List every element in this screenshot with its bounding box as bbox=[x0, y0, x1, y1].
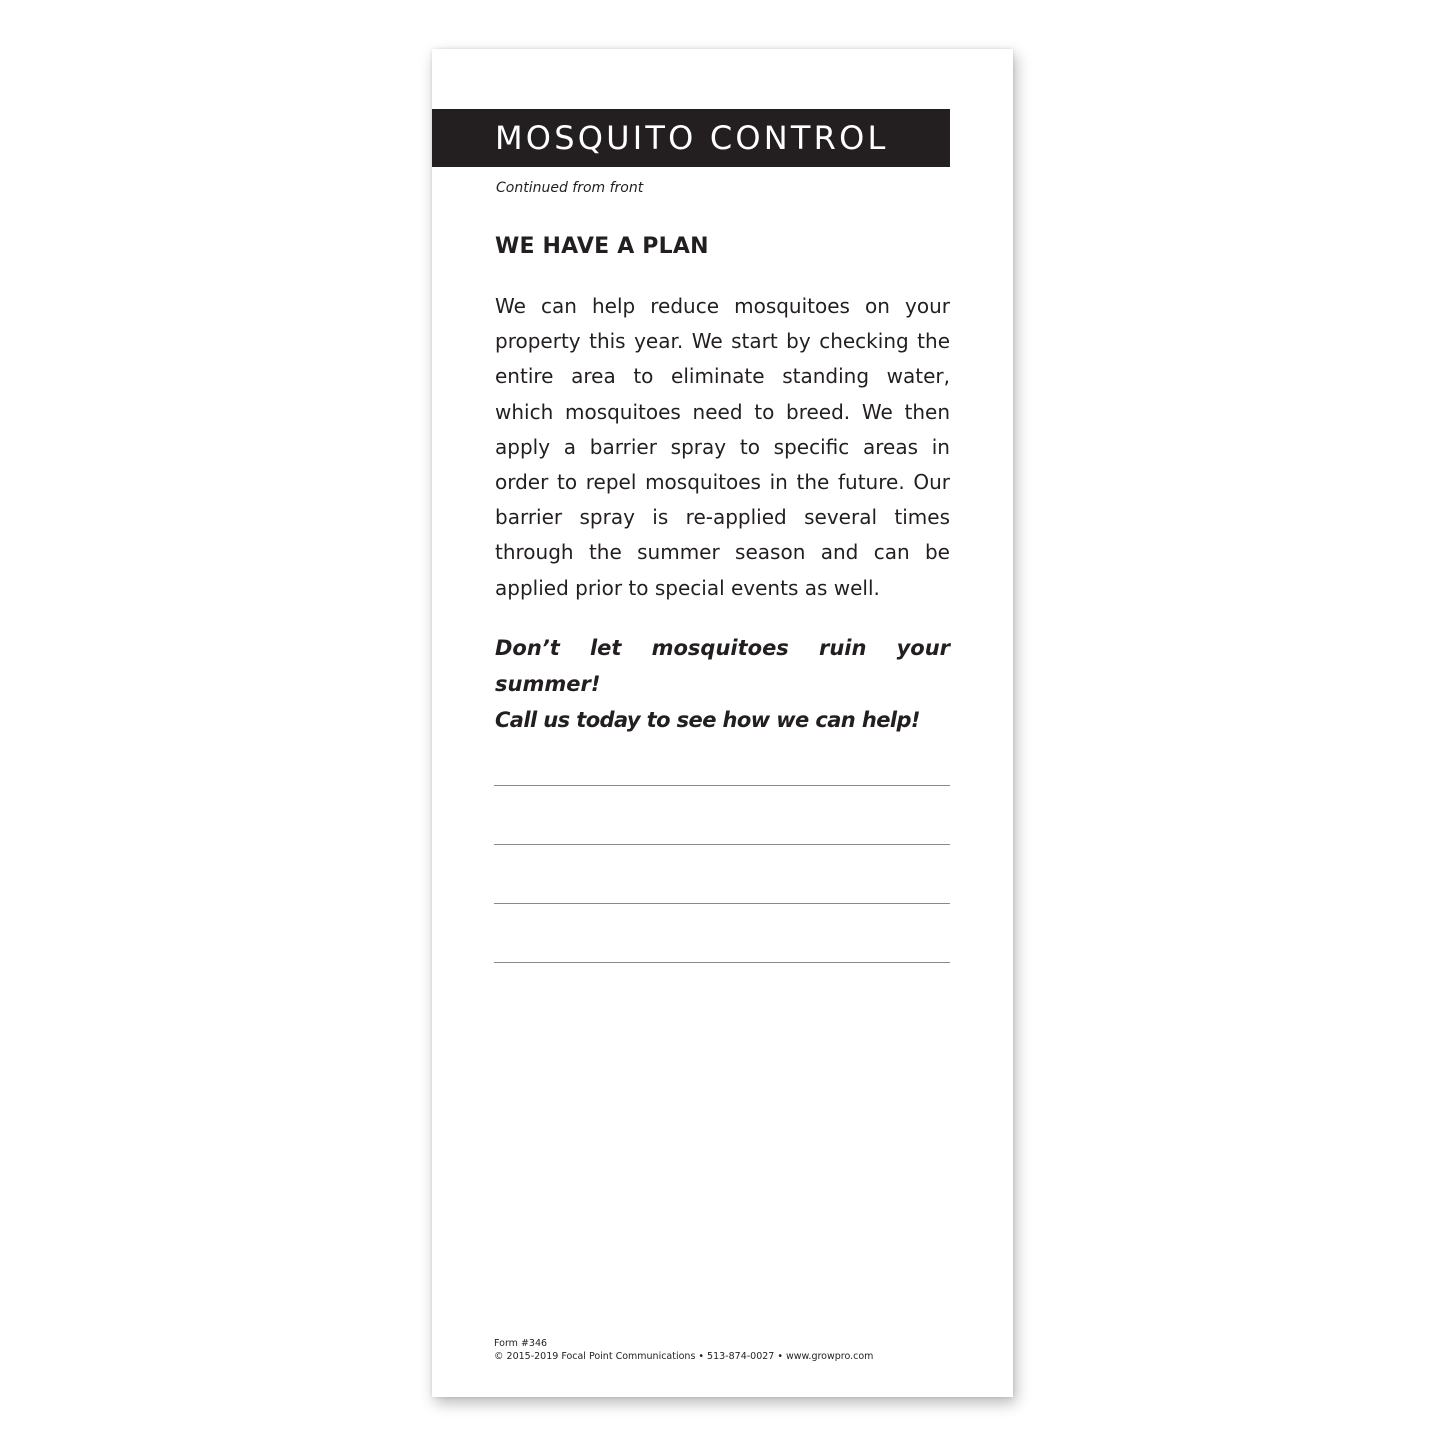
write-in-line-1[interactable] bbox=[494, 785, 950, 786]
write-in-line-4[interactable] bbox=[494, 962, 950, 963]
title-bar bbox=[432, 109, 950, 167]
write-in-line-2[interactable] bbox=[494, 844, 950, 845]
body-paragraph: We can help reduce mosquitoes on your property this year. We start by checking the entire area to eliminate standing water, which mosquitoes need to breed. We then apply a barrier spray to specific areas in order to repel mosquitoes in the future. Our barrier spray is re-applied several times through the summer season and can be applied prior to special events as well. bbox=[495, 294, 950, 600]
call-to-action bbox=[495, 630, 950, 738]
section-heading: WE HAVE A PLAN bbox=[495, 234, 709, 259]
write-in-line-3[interactable] bbox=[494, 903, 950, 904]
card-title: MOSQUITO CONTROL bbox=[495, 119, 889, 157]
continued-note: Continued from front bbox=[496, 180, 644, 196]
copyright-line: © 2015-2019 Focal Point Communications • 513-874-0027 • www.growpro.com bbox=[494, 1351, 874, 1362]
form-number: Form #346 bbox=[494, 1338, 548, 1349]
cta-line-2: Call us today to see how we can help! bbox=[495, 708, 920, 732]
door-hanger-card bbox=[432, 49, 1013, 1397]
footer bbox=[494, 1337, 873, 1363]
cta-line-1: Don’t let mosquitoes ruin your summer! bbox=[495, 636, 950, 696]
